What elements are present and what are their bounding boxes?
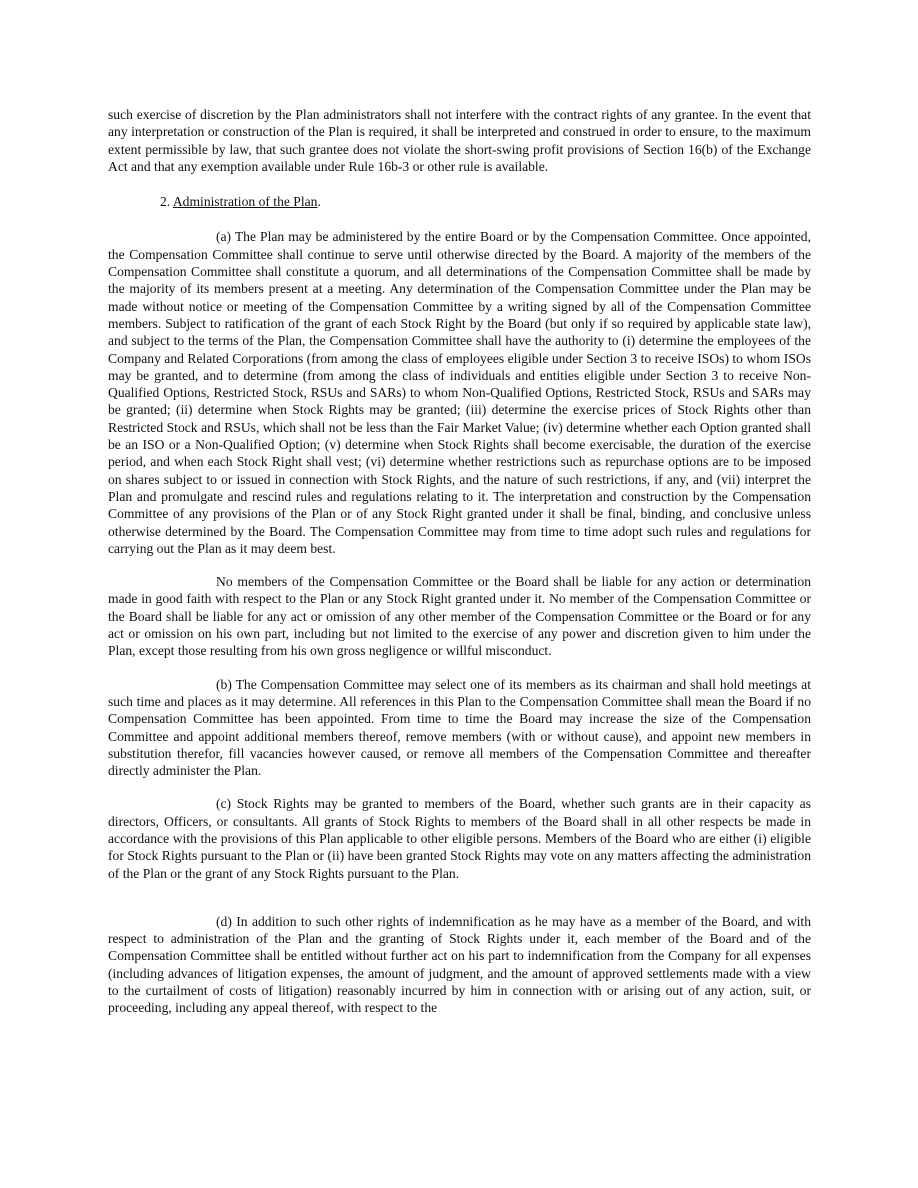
paragraph-d: (d) In addition to such other rights of indemnification as he may have as a member of the Board, and with respect to administration of the Plan and the granting of Stock Rights under it, each member of the Board and of the Compensation Committee shall be entitled without further act on his part to indemnification from the Company for all expenses (including advances of litigation expenses, the amount of judgment, and the amount of approved settlements made with a view to the curtailment of costs of litigation) reasonably incurred by him in connection with or arising out of any action, suit, or proceeding, including any appeal thereof, with respect to the (108, 913, 811, 1016)
paragraph-a: (a) The Plan may be administered by the entire Board or by the Compensation Committee. Once appointed, the Compensation Committee shall continue to serve until otherwise directed by the Board. A majority of the members of the Compensation Committee shall constitute a quorum, and all determinations of the Compensation Committee shall be made by the majority of its members present at a meeting. Any determination of the Compensation Committee under the Plan may be made without notice or meeting of the Compensation Committee by a writing signed by all of the Compensation Committee members. Subject to ratification of the grant of each Stock Right by the Board (but only if so required by applicable state law), and subject to the terms of the Plan, the Compensation Committee shall have the authority to (i) determine the employees of the Company and Related Corporations (from among the class of employees eligible under Section 3 to receive ISOs) to whom ISOs may be granted, and to determine (from among the class of individuals and entities eligible under Section 3 to receive Non-Qualified Options, Restricted Stock, RSUs and SARs) to whom Non-Qualified Options, Restricted Stock, RSUs and SARs may be granted; (ii) determine when Stock Rights may be granted; (iii) determine the exercise prices of Stock Rights other than Restricted Stock and RSUs, which shall not be less than the Fair Market Value; (iv) determine whether each Option granted shall be an ISO or a Non-Qualified Option; (v) determine when Stock Rights shall become exercisable, the duration of the exercise period, and when each Stock Right shall vest; (vi) determine whether restrictions such as repurchase options are to be imposed on shares subject to or issued in connection with Stock Rights, and the nature of such restrictions, if any, and (vii) interpret the Plan and promulgate and rescind rules and regulations relating to it. The interpretation and construction by the Compensation Committee of any provisions of the Plan or of any Stock Right granted under it shall be final, binding, and conclusive unless otherwise determined by the Board. The Compensation Committee may from time to time adopt such rules and regulations for carrying out the Plan as it may deem best. (108, 229, 811, 556)
document-page (108, 106, 811, 1017)
paragraph-c: (c) Stock Rights may be granted to members of the Board, whether such grants are in their capacity as directors, Officers, or consultants. All grants of Stock Rights to members of the Board shall in all other respects be made in accordance with the provisions of this Plan applicable to other eligible persons. Members of the Board who are either (i) eligible for Stock Rights pursuant to the Plan or (ii) have been granted Stock Rights may vote on any matters affecting the administration of the Plan or the grant of any Stock Rights pursuant to the Plan. (108, 796, 811, 881)
paragraph-liability: No members of the Compensation Committee or the Board shall be liable for any action or determination made in good faith with respect to the Plan or any Stock Right granted under it. No member of the Compensation Committee or the Board shall be liable for any act or omission of any other member of the Compensation Committee or the Board or for any act or omission on his own part, including but not limited to the exercise of any power and discretion given to him under the Plan, except those resulting from his own gross negligence or willful misconduct. (108, 574, 811, 659)
paragraph-b: (b) The Compensation Committee may select one of its members as its chairman and shall hold meetings at such time and places as it may determine. All references in this Plan to the Compensation Committee shall mean the Board if no Compensation Committee has been appointed. From time to time the Board may increase the size of the Compensation Committee and appoint additional members thereof, remove members (with or without cause), and appoint new members in substitution therefor, fill vacancies however caused, or remove all members of the Compensation Committee and thereafter directly administer the Plan. (108, 676, 811, 779)
section-title: Administration of the Plan (172, 194, 318, 210)
section-title-period: . (317, 194, 321, 210)
intro-paragraph: such exercise of discretion by the Plan administrators shall not interfere with the contract rights of any grantee. In the event that any interpretation or construction of the Plan is required, it shall be interpreted and construed in order to ensure, to the maximum extent permissible by law, that such grantee does not violate the short-swing profit provisions of Section 16(b) of the Exchange Act and that any exemption available under Rule 16b-3 or other rule is available. (108, 107, 811, 174)
section-number: 2. (160, 194, 171, 210)
section-heading (108, 193, 811, 210)
